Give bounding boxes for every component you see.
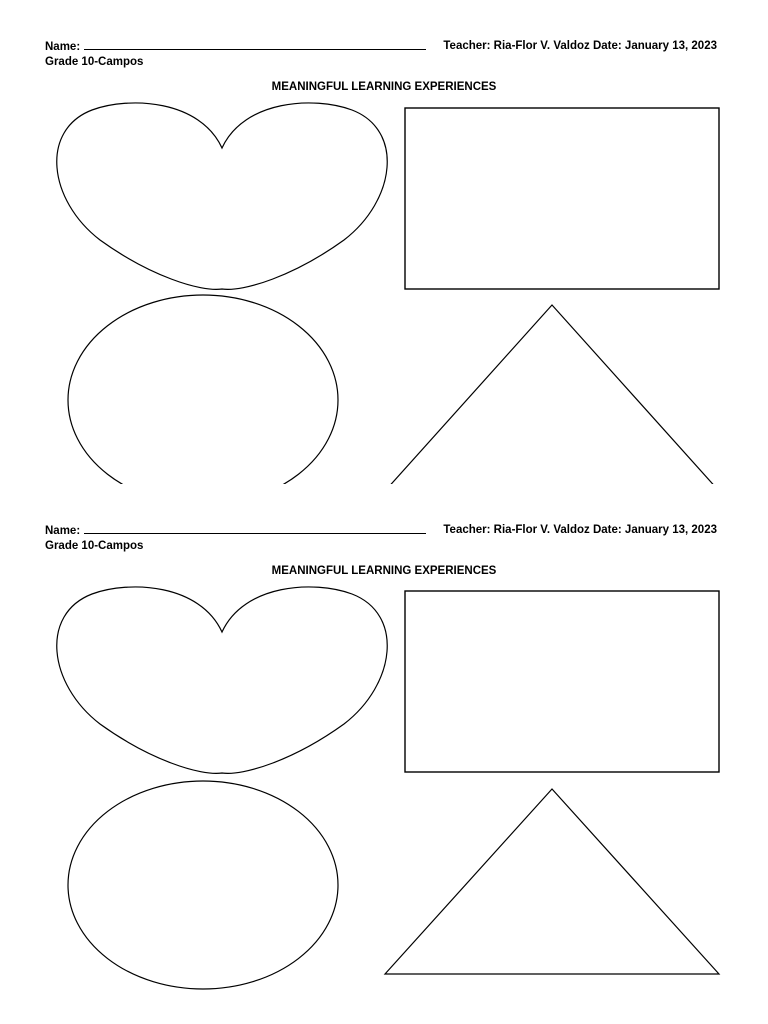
oval-shape[interactable] — [68, 781, 338, 989]
rectangle-shape[interactable] — [405, 108, 719, 289]
grade-section: Grade 10-Campos — [45, 540, 144, 552]
name-label: Name: — [45, 41, 81, 53]
grade-section: Grade 10-Campos — [45, 56, 144, 68]
teacher-label: Teacher: — [443, 40, 491, 52]
heart-shape[interactable] — [57, 587, 387, 773]
oval-shape[interactable] — [68, 295, 338, 484]
worksheet-title: MEANINGFUL LEARNING EXPERIENCES — [271, 565, 497, 577]
triangle-shape[interactable] — [385, 305, 719, 484]
heart-shape[interactable] — [57, 103, 387, 289]
date-label: Date: — [592, 524, 622, 536]
triangle-shape[interactable] — [385, 789, 719, 974]
date-value: January 13, 2023 — [624, 40, 717, 52]
shapes-area — [0, 484, 768, 1024]
rectangle-shape[interactable] — [405, 591, 719, 772]
teacher-name: Ria-Flor V. Valdoz — [493, 524, 590, 536]
teacher-label: Teacher: — [443, 524, 491, 536]
date-label: Date: — [592, 40, 622, 52]
worksheet-top — [0, 0, 768, 484]
worksheet-bottom — [0, 484, 768, 968]
teacher-name: Ria-Flor V. Valdoz — [493, 40, 590, 52]
date-value: January 13, 2023 — [624, 524, 717, 536]
shapes-area — [0, 0, 768, 484]
name-label: Name: — [45, 525, 81, 537]
worksheet-title: MEANINGFUL LEARNING EXPERIENCES — [271, 81, 497, 93]
